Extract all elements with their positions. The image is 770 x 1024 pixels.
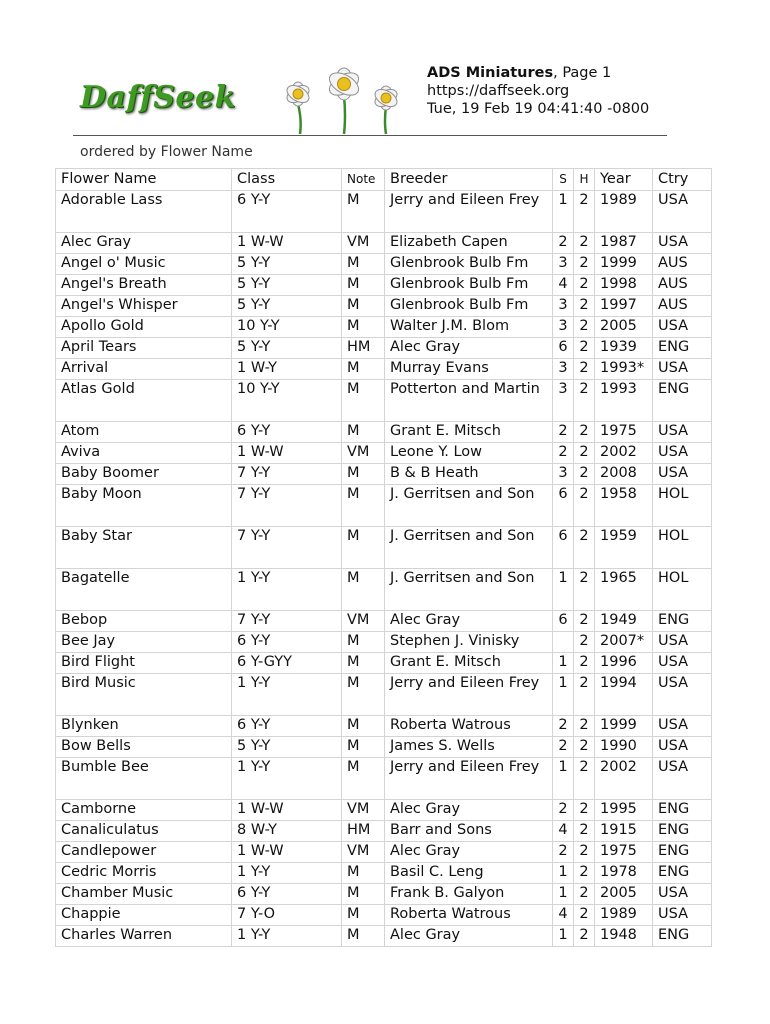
cell-breeder: James S. Wells [385,737,553,758]
cell-ctry: AUS [653,275,712,296]
cell-note: M [342,653,385,674]
table-row [56,653,712,674]
cell-year: 1915 [595,821,653,842]
cell-breeder: Roberta Watrous [385,905,553,926]
cell-year: 1939 [595,338,653,359]
cell-h: 2 [574,926,595,947]
cell-year: 1993* [595,359,653,380]
table-row [56,863,712,884]
table-row [56,296,712,317]
cell-note: M [342,359,385,380]
cell-breeder: J. Gerritsen and Son [385,485,553,527]
table-row [56,254,712,275]
cell-breeder: Grant E. Mitsch [385,422,553,443]
cell-breeder: Leone Y. Low [385,443,553,464]
cell-s: 2 [553,737,574,758]
cell-class: 6 Y-GYY [232,653,342,674]
cell-flower-name: Cedric Morris [56,863,232,884]
cell-year: 1965 [595,569,653,611]
cell-note: M [342,422,385,443]
cell-flower-name: Adorable Lass [56,191,232,233]
cell-class: 7 Y-O [232,905,342,926]
cell-h: 2 [574,800,595,821]
cell-s: 1 [553,191,574,233]
cell-note: M [342,527,385,569]
cell-note: HM [342,821,385,842]
cell-flower-name: Baby Boomer [56,464,232,485]
cell-h: 2 [574,443,595,464]
cell-s: 1 [553,569,574,611]
table-row [56,317,712,338]
cell-year: 1999 [595,254,653,275]
cell-flower-name: Bagatelle [56,569,232,611]
cell-year: 2005 [595,317,653,338]
cell-flower-name: Bee Jay [56,632,232,653]
cell-note: M [342,863,385,884]
cell-flower-name: Canaliculatus [56,821,232,842]
cell-flower-name: Bird Music [56,674,232,716]
table-row [56,611,712,632]
cell-h: 2 [574,359,595,380]
cell-h: 2 [574,527,595,569]
col-header-flower-name: Flower Name [56,169,232,191]
sort-order-note: ordered by Flower Name [80,144,253,160]
cell-s: 2 [553,443,574,464]
cell-s: 2 [553,233,574,254]
cell-h: 2 [574,632,595,653]
cell-class: 7 Y-Y [232,464,342,485]
cell-h: 2 [574,884,595,905]
cell-s: 1 [553,674,574,716]
cell-s: 1 [553,863,574,884]
report-header [427,64,649,118]
cell-flower-name: Blynken [56,716,232,737]
cell-year: 1998 [595,275,653,296]
cell-year: 1975 [595,422,653,443]
cell-flower-name: Apollo Gold [56,317,232,338]
table-row [56,443,712,464]
cell-ctry: ENG [653,611,712,632]
cell-year: 2005 [595,884,653,905]
cell-h: 2 [574,191,595,233]
cell-year: 1995 [595,800,653,821]
cell-s: 1 [553,758,574,800]
cell-ctry: USA [653,191,712,233]
cell-note: M [342,905,385,926]
cell-class: 6 Y-Y [232,884,342,905]
cell-ctry: AUS [653,254,712,275]
cell-class: 5 Y-Y [232,275,342,296]
cell-h: 2 [574,275,595,296]
cell-note: M [342,884,385,905]
cell-h: 2 [574,905,595,926]
cell-year: 1949 [595,611,653,632]
cell-ctry: USA [653,464,712,485]
cell-s: 3 [553,296,574,317]
site-url[interactable]: https://daffseek.org [427,83,570,99]
cell-s: 3 [553,359,574,380]
table-row [56,485,712,527]
report-datetime: Tue, 19 Feb 19 04:41:40 -0800 [427,101,650,117]
table-row [56,800,712,821]
table-row [56,632,712,653]
cell-ctry: ENG [653,926,712,947]
cell-note: M [342,737,385,758]
cell-note: M [342,254,385,275]
cell-flower-name: Arrival [56,359,232,380]
cell-flower-name: Atlas Gold [56,380,232,422]
cell-ctry: ENG [653,800,712,821]
col-header-s: S [553,169,574,191]
cell-h: 2 [574,338,595,359]
cell-s: 2 [553,716,574,737]
cell-h: 2 [574,758,595,800]
cell-s: 2 [553,800,574,821]
table-row [56,569,712,611]
cell-flower-name: Bumble Bee [56,758,232,800]
cell-note: M [342,191,385,233]
cell-note: M [342,296,385,317]
cell-breeder: Potterton and Martin [385,380,553,422]
cell-year: 2002 [595,758,653,800]
cell-note: M [342,275,385,296]
cell-flower-name: Camborne [56,800,232,821]
cell-s [553,632,574,653]
cell-s: 2 [553,422,574,443]
cell-ctry: HOL [653,485,712,527]
cell-ctry: USA [653,317,712,338]
cell-year: 1990 [595,737,653,758]
cell-s: 3 [553,254,574,275]
table-row [56,233,712,254]
cell-flower-name: Baby Star [56,527,232,569]
cell-breeder: J. Gerritsen and Son [385,527,553,569]
cell-ctry: USA [653,884,712,905]
col-header-class: Class [232,169,342,191]
cell-class: 1 W-W [232,842,342,863]
cell-note: M [342,758,385,800]
cell-ctry: USA [653,674,712,716]
cell-breeder: Glenbrook Bulb Fm [385,275,553,296]
table-row [56,275,712,296]
cell-class: 5 Y-Y [232,254,342,275]
cell-breeder: Roberta Watrous [385,716,553,737]
cell-h: 2 [574,233,595,254]
col-header-breeder: Breeder [385,169,553,191]
cell-class: 1 W-W [232,800,342,821]
cell-s: 6 [553,338,574,359]
cell-class: 1 Y-Y [232,926,342,947]
cell-ctry: ENG [653,842,712,863]
cell-ctry: ENG [653,863,712,884]
cell-class: 8 W-Y [232,821,342,842]
cell-h: 2 [574,842,595,863]
cell-s: 1 [553,884,574,905]
daffseek-logo[interactable] [76,62,416,136]
col-header-year: Year [595,169,653,191]
col-header-note: Note [342,169,385,191]
cell-ctry: ENG [653,338,712,359]
cell-class: 5 Y-Y [232,338,342,359]
cell-flower-name: Alec Gray [56,233,232,254]
cell-note: M [342,485,385,527]
cell-s: 4 [553,905,574,926]
cell-ctry: USA [653,422,712,443]
cell-class: 1 W-W [232,233,342,254]
cell-note: M [342,569,385,611]
cell-flower-name: Chappie [56,905,232,926]
cell-year: 1948 [595,926,653,947]
cell-s: 6 [553,611,574,632]
cell-class: 6 Y-Y [232,632,342,653]
cell-class: 5 Y-Y [232,737,342,758]
table-row [56,527,712,569]
cell-note: VM [342,443,385,464]
cell-breeder: Barr and Sons [385,821,553,842]
cell-breeder: Murray Evans [385,359,553,380]
cell-ctry: USA [653,737,712,758]
cell-h: 2 [574,485,595,527]
cell-breeder: Glenbrook Bulb Fm [385,296,553,317]
table-row [56,926,712,947]
cell-h: 2 [574,422,595,443]
cell-ctry: ENG [653,821,712,842]
cell-flower-name: Bow Bells [56,737,232,758]
cell-flower-name: Atom [56,422,232,443]
cell-ctry: USA [653,716,712,737]
cell-year: 2008 [595,464,653,485]
cell-s: 4 [553,275,574,296]
cell-s: 1 [553,653,574,674]
cell-note: M [342,632,385,653]
cell-note: VM [342,611,385,632]
cell-year: 2007* [595,632,653,653]
table-row [56,821,712,842]
cell-year: 1959 [595,527,653,569]
cell-class: 1 Y-Y [232,674,342,716]
cell-flower-name: Angel's Whisper [56,296,232,317]
cell-breeder: Frank B. Galyon [385,884,553,905]
cell-year: 1993 [595,380,653,422]
cell-s: 1 [553,926,574,947]
table-row [56,338,712,359]
cell-breeder: Elizabeth Capen [385,233,553,254]
logo-wordmark: DaffSeek [80,80,236,115]
daffodil-flowers-icon [272,62,412,136]
cell-flower-name: Angel's Breath [56,275,232,296]
cell-note: VM [342,233,385,254]
table-row [56,716,712,737]
cell-flower-name: Candlepower [56,842,232,863]
cell-h: 2 [574,737,595,758]
cell-note: M [342,380,385,422]
table-row [56,422,712,443]
cell-year: 1989 [595,191,653,233]
cell-year: 1978 [595,863,653,884]
table-row [56,380,712,422]
cell-breeder: Basil C. Leng [385,863,553,884]
cell-s: 6 [553,527,574,569]
cell-breeder: Alec Gray [385,842,553,863]
cell-h: 2 [574,464,595,485]
cell-breeder: Alec Gray [385,800,553,821]
cell-h: 2 [574,611,595,632]
cell-ctry: USA [653,443,712,464]
cell-s: 3 [553,464,574,485]
cell-class: 10 Y-Y [232,380,342,422]
cell-ctry: ENG [653,380,712,422]
table-row [56,905,712,926]
cell-class: 1 Y-Y [232,569,342,611]
cell-h: 2 [574,254,595,275]
cell-breeder: Walter J.M. Blom [385,317,553,338]
cell-h: 2 [574,380,595,422]
cell-note: M [342,716,385,737]
cell-h: 2 [574,569,595,611]
cell-note: HM [342,338,385,359]
cell-class: 7 Y-Y [232,611,342,632]
cell-h: 2 [574,674,595,716]
cell-breeder: Jerry and Eileen Frey [385,674,553,716]
cell-class: 6 Y-Y [232,191,342,233]
cell-ctry: AUS [653,296,712,317]
cell-breeder: Alec Gray [385,338,553,359]
cell-year: 1996 [595,653,653,674]
cell-h: 2 [574,821,595,842]
cell-s: 3 [553,380,574,422]
cell-s: 2 [553,842,574,863]
cell-h: 2 [574,296,595,317]
cell-h: 2 [574,653,595,674]
flower-table [55,168,712,947]
cell-breeder: J. Gerritsen and Son [385,569,553,611]
col-header-ctry: Ctry [653,169,712,191]
cell-class: 5 Y-Y [232,296,342,317]
table-row [56,191,712,233]
cell-ctry: USA [653,653,712,674]
cell-flower-name: Bebop [56,611,232,632]
cell-breeder: Jerry and Eileen Frey [385,758,553,800]
cell-year: 1999 [595,716,653,737]
col-header-h: H [574,169,595,191]
cell-year: 1994 [595,674,653,716]
table-row [56,758,712,800]
cell-ctry: USA [653,758,712,800]
cell-class: 1 W-Y [232,359,342,380]
cell-year: 1997 [595,296,653,317]
cell-flower-name: April Tears [56,338,232,359]
cell-class: 6 Y-Y [232,716,342,737]
cell-breeder: Alec Gray [385,926,553,947]
cell-class: 1 Y-Y [232,758,342,800]
cell-note: M [342,464,385,485]
table-row [56,737,712,758]
cell-year: 1987 [595,233,653,254]
table-row [56,359,712,380]
cell-flower-name: Aviva [56,443,232,464]
cell-breeder: Stephen J. Vinisky [385,632,553,653]
cell-year: 2002 [595,443,653,464]
cell-ctry: USA [653,359,712,380]
table-row [56,674,712,716]
cell-breeder: Grant E. Mitsch [385,653,553,674]
cell-h: 2 [574,716,595,737]
table-body [56,191,712,947]
cell-ctry: HOL [653,569,712,611]
cell-note: M [342,674,385,716]
cell-class: 6 Y-Y [232,422,342,443]
cell-flower-name: Charles Warren [56,926,232,947]
cell-breeder: B & B Heath [385,464,553,485]
table-header-row [56,169,712,191]
cell-breeder: Alec Gray [385,611,553,632]
cell-flower-name: Bird Flight [56,653,232,674]
table-row [56,842,712,863]
table-row [56,884,712,905]
cell-year: 1989 [595,905,653,926]
cell-class: 7 Y-Y [232,485,342,527]
report-title-line [427,64,649,82]
cell-breeder: Glenbrook Bulb Fm [385,254,553,275]
cell-s: 4 [553,821,574,842]
page-number: , Page 1 [553,65,612,81]
cell-year: 1958 [595,485,653,527]
cell-note: VM [342,842,385,863]
cell-ctry: HOL [653,527,712,569]
cell-ctry: USA [653,233,712,254]
table-row [56,464,712,485]
cell-note: M [342,317,385,338]
cell-ctry: USA [653,905,712,926]
cell-flower-name: Angel o' Music [56,254,232,275]
cell-flower-name: Chamber Music [56,884,232,905]
cell-s: 3 [553,317,574,338]
cell-note: VM [342,800,385,821]
cell-class: 1 W-W [232,443,342,464]
cell-year: 1975 [595,842,653,863]
cell-breeder: Jerry and Eileen Frey [385,191,553,233]
cell-class: 10 Y-Y [232,317,342,338]
cell-flower-name: Baby Moon [56,485,232,527]
cell-s: 6 [553,485,574,527]
cell-note: M [342,926,385,947]
cell-class: 1 Y-Y [232,863,342,884]
header-divider [73,135,667,136]
report-title: ADS Miniatures [427,65,554,81]
cell-h: 2 [574,863,595,884]
cell-h: 2 [574,317,595,338]
cell-class: 7 Y-Y [232,527,342,569]
cell-ctry: USA [653,632,712,653]
